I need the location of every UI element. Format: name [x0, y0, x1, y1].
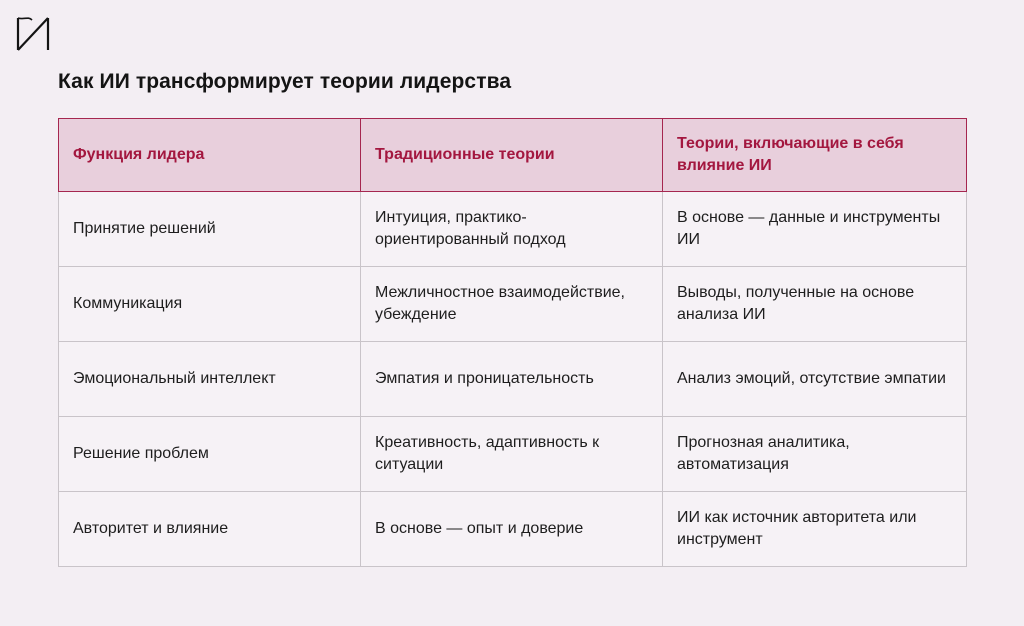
logo-icon	[14, 14, 54, 54]
page-title: Как ИИ трансформирует теории лидерства	[58, 70, 512, 93]
cell-traditional: Межличностное взаимодействие, убеждение	[361, 267, 663, 342]
cell-ai: ИИ как источник авторитета или инструмент	[663, 492, 967, 567]
cell-ai: Прогнозная аналитика, автоматизация	[663, 417, 967, 492]
cell-function: Эмоциональный интеллект	[59, 342, 361, 417]
cell-function: Коммуникация	[59, 267, 361, 342]
table-row	[59, 417, 967, 492]
table-row	[59, 492, 967, 567]
table-row	[59, 267, 967, 342]
header-leader-function: Функция лидера	[59, 119, 361, 192]
cell-ai: В основе — данные и инструменты ИИ	[663, 192, 967, 267]
table-row	[59, 342, 967, 417]
leadership-theories-table	[58, 118, 967, 567]
cell-function: Авторитет и влияние	[59, 492, 361, 567]
cell-traditional: Эмпатия и проницательность	[361, 342, 663, 417]
header-traditional-theories: Традиционные теории	[361, 119, 663, 192]
cell-traditional: В основе — опыт и доверие	[361, 492, 663, 567]
cell-traditional: Интуиция, практико-ориентированный подход	[361, 192, 663, 267]
header-ai-theories: Теории, включающие в себя влияние ИИ	[663, 119, 967, 192]
cell-traditional: Креативность, адаптивность к ситуации	[361, 417, 663, 492]
cell-ai: Анализ эмоций, отсутствие эмпатии	[663, 342, 967, 417]
cell-function: Решение проблем	[59, 417, 361, 492]
cell-function: Принятие решений	[59, 192, 361, 267]
table-row	[59, 192, 967, 267]
table-header-row	[59, 119, 967, 192]
cell-ai: Выводы, полученные на основе анализа ИИ	[663, 267, 967, 342]
